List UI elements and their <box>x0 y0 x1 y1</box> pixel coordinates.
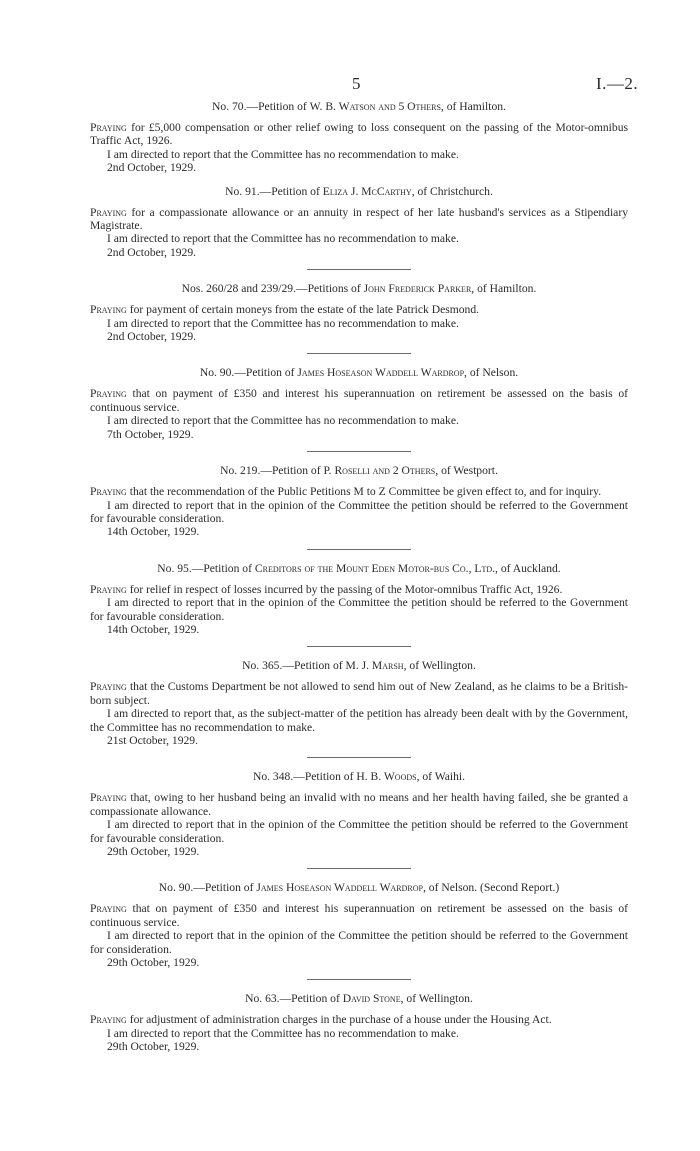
section-divider <box>307 868 411 869</box>
report-date: 21st October, 1929. <box>107 733 198 747</box>
petition-number: No. 219.—Petition of <box>220 464 324 478</box>
petitioner-name: M. J. Marsh <box>345 659 404 673</box>
petition-body <box>90 791 628 858</box>
petition-number: No. 63.—Petition of <box>245 992 343 1006</box>
petitioner-name: John Frederick Parker <box>363 282 472 296</box>
petition-number: No. 70.—Petition of <box>212 100 310 113</box>
petition-body <box>90 1013 628 1053</box>
parliamentary-paper-reference: I.—2. <box>596 74 639 93</box>
petition-heading <box>90 100 628 114</box>
praying-word: Praying <box>90 485 127 499</box>
section-divider <box>307 549 411 550</box>
section-divider <box>307 269 411 270</box>
petition-entry <box>90 881 628 969</box>
report-date: 2nd October, 1929. <box>107 161 197 175</box>
praying-text: for payment of certain moneys from the estate of the late Patrick Desmond. <box>126 303 480 317</box>
petition-entry <box>90 562 628 637</box>
praying-text: that the Customs Department be not allowed to send him out of New Zealand, as he claims to be a British-born subject. <box>90 680 628 707</box>
petitioner-name: Creditors of the Mount Eden Motor-bus Co., Ltd. <box>254 561 496 575</box>
petition-body <box>90 583 628 637</box>
page-number: 5 <box>352 74 361 93</box>
praying-word: Praying <box>90 582 127 596</box>
committee-report: I am directed to report that in the opinion of the Committee the petition should be referred to the Government for favourable consideration. <box>90 596 628 623</box>
petitioner-name: W. B. Watson and 5 Others <box>309 100 441 113</box>
praying-paragraph <box>90 583 628 596</box>
praying-paragraph <box>90 485 628 498</box>
petitioner-location: , of Nelson. (Second Report.) <box>423 881 560 895</box>
report-date: 29th October, 1929. <box>107 845 200 858</box>
praying-text: for relief in respect of losses incurred by the passing of the Motor-omnibus Traffic Act, 1926. <box>126 582 563 596</box>
section-divider <box>307 353 411 354</box>
praying-word: Praying <box>90 680 127 694</box>
petition-heading <box>90 185 628 199</box>
praying-text: that the recommendation of the Public Petitions M to Z Committee be given effect to, and for inquiry. <box>126 485 602 499</box>
petitioner-location: , of Auckland. <box>495 561 561 575</box>
petitioner-name: James Hoseason Waddell Wardrop <box>297 366 465 380</box>
praying-word: Praying <box>90 303 127 317</box>
praying-word: Praying <box>90 1013 127 1027</box>
petition-heading <box>90 464 628 478</box>
petition-entry <box>90 992 628 1053</box>
petition-heading <box>90 881 628 895</box>
praying-text: that, owing to her husband being an invalid with no means and her health having failed, she be granted a compassionate allowance. <box>90 791 628 818</box>
section-divider <box>307 646 411 647</box>
praying-word: Praying <box>90 902 127 916</box>
praying-text: for adjustment of administration charges in the purchase of a house under the Housing Act. <box>126 1013 552 1027</box>
praying-word: Praying <box>90 791 127 805</box>
section-divider <box>307 979 411 980</box>
petitions-list <box>90 100 628 1054</box>
petition-entry <box>90 100 628 175</box>
petition-entry <box>90 282 628 343</box>
petitioner-location: , of Wellington. <box>403 659 476 673</box>
petition-number: No. 95.—Petition of <box>157 561 255 575</box>
petition-heading <box>90 770 628 784</box>
praying-paragraph <box>90 121 628 148</box>
petition-body <box>90 485 628 539</box>
petition-entry <box>90 366 628 441</box>
section-gap <box>90 175 628 185</box>
praying-word: Praying <box>90 121 127 134</box>
petition-entry <box>90 464 628 539</box>
report-date: 2nd October, 1929. <box>107 245 197 259</box>
praying-paragraph <box>90 902 628 929</box>
report-date: 14th October, 1929. <box>107 622 200 636</box>
committee-report: I am directed to report that the Committee has no recommendation to make. <box>107 1026 459 1040</box>
petition-number: No. 90.—Petition of <box>158 881 257 895</box>
petition-number: No. 90.—Petition of <box>199 366 298 380</box>
praying-text: that on payment of £350 and interest his superannuation on retirement be assessed on the basis of continuous service. <box>90 902 628 929</box>
petition-heading <box>90 992 628 1006</box>
petitioner-location: , of Wellington. <box>400 992 473 1006</box>
committee-report: I am directed to report that in the opinion of the Committee the petition should be referred to the Government for favourable consideration. <box>90 818 628 845</box>
praying-text: that on payment of £350 and interest his superannuation on retirement be assessed on the basis of continuous service. <box>90 387 628 414</box>
section-divider <box>307 451 411 452</box>
committee-report: I am directed to report that the Committee has no recommendation to make. <box>107 316 459 330</box>
petition-body <box>90 902 628 969</box>
committee-report: I am directed to report that in the opinion of the Committee the petition should be referred to the Government for consideration. <box>90 929 628 956</box>
praying-paragraph <box>90 1013 628 1026</box>
petition-entry <box>90 770 628 858</box>
petitioner-location: , of Nelson. <box>464 366 519 380</box>
petition-entry <box>90 185 628 260</box>
petition-number: No. 348.—Petition of <box>252 770 357 784</box>
petitioner-name: H. B. Woods <box>356 770 417 784</box>
section-divider <box>307 757 411 758</box>
praying-paragraph <box>90 303 628 316</box>
petition-body <box>90 387 628 441</box>
praying-text: for a compassionate allowance or an annuity in respect of her late husband's services as a Stipendiary Magistrate. <box>90 205 628 233</box>
petition-body <box>90 680 628 747</box>
report-date: 2nd October, 1929. <box>107 330 197 344</box>
petition-heading <box>90 562 628 576</box>
praying-word: Praying <box>90 387 127 401</box>
petitioner-name: David Stone <box>342 992 401 1006</box>
petitioner-location: , of Hamilton. <box>471 282 537 296</box>
praying-text: for £5,000 compensation or other relief owing to loss consequent on the passing of the Motor-omnibus Traffic Act, 1926. <box>90 121 628 148</box>
committee-report: I am directed to report that, as the subject-matter of the petition has already been dealt with by the Government, the Committee has no recommendation to make. <box>90 707 628 734</box>
petition-number: Nos. 260/28 and 239/29.—Petitions of <box>181 282 364 296</box>
petition-heading <box>90 366 628 380</box>
petitioner-location: , of Westport. <box>435 464 498 478</box>
praying-paragraph <box>90 387 628 414</box>
petition-heading <box>90 282 628 296</box>
report-date: 29th October, 1929. <box>107 1040 200 1054</box>
petitioner-location: , of Waihi. <box>416 770 466 784</box>
committee-report: I am directed to report that the Committee has no recommendation to make. <box>107 232 459 246</box>
petitioner-location: , of Christchurch. <box>411 184 493 198</box>
committee-report: I am directed to report that in the opinion of the Committee the petition should be referred to the Government for favourable consideration. <box>90 498 628 525</box>
petition-body <box>90 121 628 175</box>
report-date: 29th October, 1929. <box>107 956 200 970</box>
petition-entry <box>90 659 628 747</box>
petition-number: No. 365.—Petition of <box>242 659 346 673</box>
petition-heading <box>90 659 628 673</box>
petitioner-name: P. Roselli and 2 Others <box>323 464 436 478</box>
praying-paragraph <box>90 680 628 707</box>
praying-paragraph <box>90 206 628 233</box>
petitioner-name: Eliza J. McCarthy <box>322 184 412 198</box>
committee-report: I am directed to report that the Committee has no recommendation to make. <box>107 414 459 428</box>
praying-word: Praying <box>90 205 127 219</box>
report-date: 14th October, 1929. <box>107 525 200 539</box>
report-date: 7th October, 1929. <box>107 427 194 441</box>
committee-report: I am directed to report that the Committee has no recommendation to make. <box>107 147 459 161</box>
praying-paragraph <box>90 791 628 818</box>
petitioner-location: , of Hamilton. <box>440 100 506 113</box>
petition-body <box>90 303 628 343</box>
petition-body <box>90 206 628 260</box>
petitioner-name: James Hoseason Waddell Wardrop <box>256 881 423 895</box>
petition-number: No. 91.—Petition of <box>225 184 323 198</box>
